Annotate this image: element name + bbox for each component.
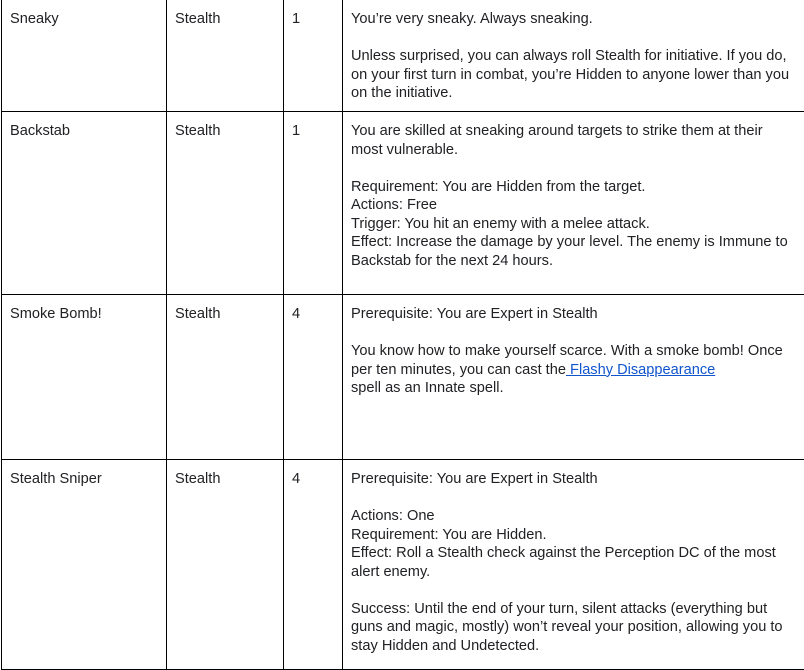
feat-skill: Stealth (175, 123, 220, 139)
feat-skill: Stealth (175, 11, 220, 27)
feat-requirement: Requirement: You are Hidden from the target. (351, 178, 797, 197)
feat-prerequisite: Prerequisite: You are Expert in Stealth (351, 470, 797, 489)
feat-name-cell[interactable] (2, 295, 167, 460)
feat-description: You’re very sneaky. Always sneaking. (351, 10, 797, 29)
feat-description-text-end: spell as an Innate spell. (351, 380, 504, 396)
feat-level: 4 (292, 306, 300, 322)
feat-requirement: Requirement: You are Hidden. (351, 526, 797, 545)
feat-rules (351, 178, 797, 271)
feat-level: 1 (292, 11, 300, 27)
table-row (2, 112, 804, 295)
feat-name: Stealth Sniper (10, 471, 102, 487)
table-row (2, 295, 804, 460)
feat-level-cell[interactable] (284, 0, 343, 112)
feat-skill-cell[interactable] (167, 460, 284, 670)
feat-skill: Stealth (175, 471, 220, 487)
feat-level: 4 (292, 471, 300, 487)
feat-level: 1 (292, 123, 300, 139)
feat-name-cell[interactable] (2, 112, 167, 295)
feat-effect: Effect: Roll a Stealth check against the Perception DC of the most alert enemy. (351, 544, 797, 581)
feat-skill-cell[interactable] (167, 295, 284, 460)
feat-level-cell[interactable] (284, 112, 343, 295)
feat-name: Smoke Bomb! (10, 306, 102, 322)
feats-table (1, 0, 804, 670)
feat-description-cell[interactable] (343, 460, 804, 670)
table-row (2, 460, 804, 670)
feat-level-cell[interactable] (284, 295, 343, 460)
feat-name: Backstab (10, 123, 70, 139)
feat-level-cell[interactable] (284, 460, 343, 670)
feat-description-cell[interactable] (343, 295, 804, 460)
feat-description-cell[interactable] (343, 112, 804, 295)
feat-actions: Actions: One (351, 507, 797, 526)
feat-effect: Effect: Increase the damage by your level. The enemy is Immune to Backstab for the next 24 hours. (351, 233, 797, 270)
spell-link-flashy-disappearance[interactable]: Flashy Disappearance (566, 362, 715, 378)
feat-skill-cell[interactable] (167, 0, 284, 112)
feat-trigger: Trigger: You hit an enemy with a melee attack. (351, 215, 797, 234)
feat-skill: Stealth (175, 306, 220, 322)
feat-name-cell[interactable] (2, 0, 167, 112)
feat-name-cell[interactable] (2, 460, 167, 670)
feat-description (351, 342, 797, 398)
feat-skill-cell[interactable] (167, 112, 284, 295)
feat-name: Sneaky (10, 11, 59, 27)
feat-description-cell[interactable] (343, 0, 804, 112)
feat-prerequisite: Prerequisite: You are Expert in Stealth (351, 305, 797, 324)
feat-actions: Actions: Free (351, 196, 797, 215)
feat-success: Success: Until the end of your turn, silent attacks (everything but guns and magic, mostly) won’t reveal your position, allowing you to stay Hidden and Undetected. (351, 600, 797, 656)
feat-description-detail: Unless surprised, you can always roll Stealth for initiative. If you do, on your first turn in combat, you’re Hidden to anyone lower than you on the initiative. (351, 47, 797, 103)
table-row (2, 0, 804, 112)
feat-description-text: You know how to make yourself scarce. With a smoke bomb! Once per ten minutes, you can cast the (351, 343, 783, 378)
feat-description: You are skilled at sneaking around targets to strike them at their most vulnerable. (351, 122, 797, 159)
feat-rules (351, 507, 797, 581)
